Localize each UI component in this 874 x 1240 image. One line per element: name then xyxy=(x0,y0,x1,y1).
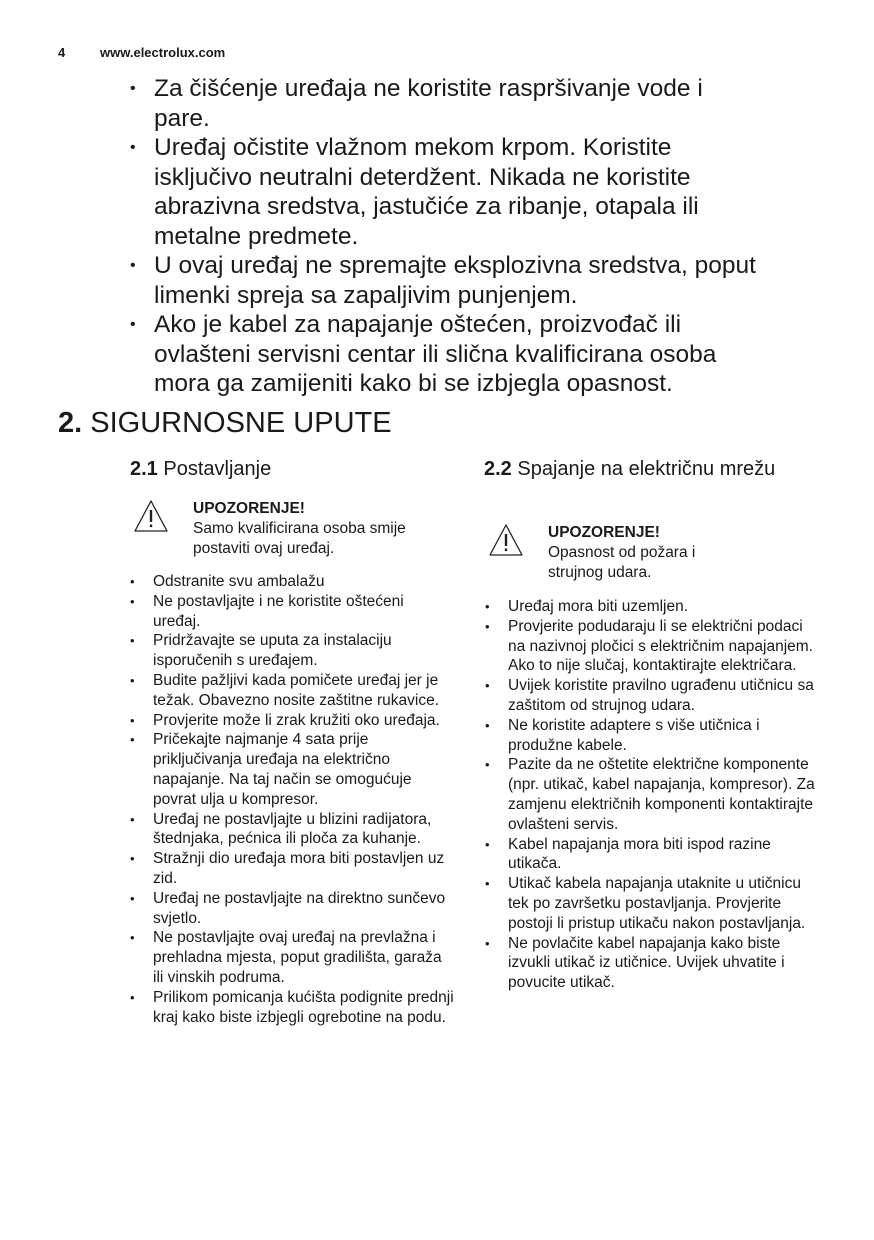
section-heading xyxy=(58,407,392,440)
electrical-bullet-list xyxy=(485,597,815,993)
list-item: • Za čišćenje uređaja ne koristite raspršivanje vode i pare. xyxy=(130,74,760,133)
page-number: 4 xyxy=(58,45,66,60)
intro-bullet-list xyxy=(130,74,760,399)
list-item: • Provjerite može li zrak kružiti oko uređaja. xyxy=(130,711,455,731)
list-item: • Provjerite podudaraju li se električni podaci na nazivnoj pločici s električnim napajanjem. Ako to nije slučaj, kontaktirajte električara. xyxy=(485,617,815,676)
subsection-title: Spajanje na električnu mrežu xyxy=(517,458,776,480)
subsection-title: Postavljanje xyxy=(163,458,272,480)
list-item: • Kabel napajanja mora biti ispod razine utikača. xyxy=(485,835,815,875)
subsection-number: 2.1 xyxy=(130,458,158,480)
list-item: • Ne postavljajte i ne koristite oštećeni uređaj. xyxy=(130,592,455,632)
section-number: 2. xyxy=(58,407,83,439)
list-item: • Uređaj očistite vlažnom mekom krpom. Koristite isključivo neutralni deterdžent. Nikada ne koristite abrazivna sredstva, jastučiće za ribanje, otapala ili metalne predmete. xyxy=(130,133,760,251)
warning-icon xyxy=(133,499,169,533)
list-item: • Ne postavljajte ovaj uređaj na prevlažna i prehladna mjesta, poput gradilišta, garaža ili vinskih podruma. xyxy=(130,928,455,987)
list-item: • Pridržavajte se uputa za instalaciju isporučenih s uređajem. xyxy=(130,631,455,671)
installation-bullet-list xyxy=(130,572,455,1027)
list-item: • Uređaj ne postavljajte na direktno sunčevo svjetlo. xyxy=(130,889,455,929)
warning-text: Samo kvalificirana osoba smije postaviti ovaj uređaj. xyxy=(193,520,406,557)
list-item: • U ovaj uređaj ne spremajte eksplozivna sredstva, poput limenki spreja sa zapaljivim punjenjem. xyxy=(130,251,760,310)
website-url: www.electrolux.com xyxy=(100,45,226,60)
warning-icon xyxy=(488,523,524,557)
list-item: • Ne povlačite kabel napajanja kako biste izvukli utikač iz utičnice. Uvijek uhvatite i povucite utikač. xyxy=(485,934,815,993)
list-item: • Pričekajte najmanje 4 sata prije priključivanja uređaja na električno napajanje. Na taj način se omogućuje povrat ulja u kompresor. xyxy=(130,730,455,809)
section-title: SIGURNOSNE UPUTE xyxy=(90,407,392,439)
warning-title: UPOZORENJE! xyxy=(548,524,660,541)
warning-text: Opasnost od požara i strujnog udara. xyxy=(548,544,696,581)
list-item: • Uređaj mora biti uzemljen. xyxy=(485,597,815,617)
list-item: • Uvijek koristite pravilno ugrađenu utičnicu sa zaštitom od strujnog udara. xyxy=(485,676,815,716)
list-item: • Stražnji dio uređaja mora biti postavljen uz zid. xyxy=(130,849,455,889)
list-item: • Utikač kabela napajanja utaknite u utičnicu tek po završetku postavljanja. Provjerite postoji li pristup utikaču nakon postavljanja. xyxy=(485,874,815,933)
subsection-heading-2-2 xyxy=(484,457,784,482)
subsection-heading-2-1 xyxy=(130,457,450,482)
list-item: • Uređaj ne postavljajte u blizini radijatora, štednjaka, pećnica ili ploča za kuhanje. xyxy=(130,810,455,850)
list-item: • Pazite da ne oštetite električne komponente (npr. utikač, kabel napajanja, kompresor). Za zamjenu električnih komponenti kontaktirajte ovlašteni servis. xyxy=(485,755,815,834)
list-item: • Odstranite svu ambalažu xyxy=(130,572,455,592)
list-item: • Ako je kabel za napajanje oštećen, proizvođač ili ovlašteni servisni centar ili slična kvalificirana osoba mora ga zamijeniti kako bi se izbjegla opasnost. xyxy=(130,310,760,399)
list-item: • Ne koristite adaptere s više utičnica i produžne kabele. xyxy=(485,716,815,756)
subsection-number: 2.2 xyxy=(484,458,512,480)
warning-title: UPOZORENJE! xyxy=(193,500,305,517)
list-item: • Prilikom pomicanja kućišta podignite prednji kraj kako biste izbjegli ogrebotine na podu. xyxy=(130,988,455,1028)
list-item: • Budite pažljivi kada pomičete uređaj jer je težak. Obavezno nosite zaštitne rukavice. xyxy=(130,671,455,711)
